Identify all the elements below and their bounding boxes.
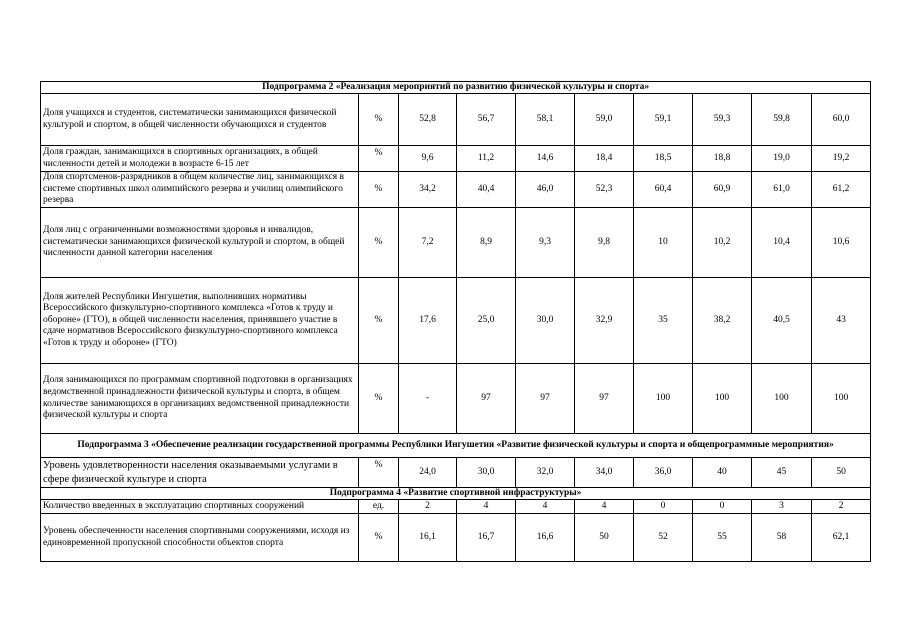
- indicator-value: 40,4: [457, 172, 516, 208]
- indicator-name: Доля учащихся и студентов, систематически занимающихся физической культурой и спортом, в общей численности обучающихся и студентов: [41, 94, 359, 146]
- indicator-value: 97: [457, 364, 516, 434]
- indicator-value: 18,5: [634, 146, 693, 172]
- indicator-value: 60,9: [693, 172, 752, 208]
- table-row: [41, 500, 871, 514]
- indicator-name: Доля жителей Республики Ингушетия, выполнивших нормативы Всероссийского физкультурно-спортивного комплекса «Готов к труду и обороне» (ГТО), в общей численности населения, принявшего участие в сдаче нормативов Всероссийского физкультурно-спортивного комплекса «Готов к труду и обороне» (ГТО): [41, 278, 359, 364]
- subprogram-title: Подпрограмма 2 «Реализация мероприятий по развитию физической культуры и спорта»: [41, 82, 871, 94]
- indicator-value: 58,1: [516, 94, 575, 146]
- indicator-value: 10,2: [693, 208, 752, 278]
- indicator-name: Уровень обеспеченности населения спортивными сооружениями, исходя из единовременной пропускной способности объектов спорта: [41, 514, 359, 562]
- indicator-unit: %: [359, 208, 399, 278]
- indicator-value: 16,1: [399, 514, 457, 562]
- indicator-value: 97: [516, 364, 575, 434]
- indicator-value: 38,2: [693, 278, 752, 364]
- indicators-table: [40, 81, 871, 562]
- indicator-value: 4: [516, 500, 575, 514]
- indicator-value: 2: [812, 500, 871, 514]
- indicator-value: 9,3: [516, 208, 575, 278]
- indicator-value: 10,6: [812, 208, 871, 278]
- table-row: [41, 208, 871, 278]
- indicator-value: 25,0: [457, 278, 516, 364]
- indicator-value: 62,1: [812, 514, 871, 562]
- indicator-value: 43: [812, 278, 871, 364]
- indicator-value: 100: [752, 364, 812, 434]
- indicator-value: -: [399, 364, 457, 434]
- indicator-name: Количество введенных в эксплуатацию спортивных сооружений: [41, 500, 359, 514]
- indicator-value: 19,2: [812, 146, 871, 172]
- subprogram-title: Подпрограмма 4 «Развитие спортивной инфраструктуры»: [41, 488, 871, 500]
- indicator-value: 34,0: [575, 458, 634, 488]
- indicator-value: 24,0: [399, 458, 457, 488]
- indicator-value: 100: [693, 364, 752, 434]
- indicator-value: 36,0: [634, 458, 693, 488]
- indicator-value: 0: [693, 500, 752, 514]
- subprogram-header: [41, 82, 871, 94]
- indicator-unit: %: [359, 514, 399, 562]
- indicator-value: 97: [575, 364, 634, 434]
- indicator-value: 35: [634, 278, 693, 364]
- indicator-unit: %: [359, 364, 399, 434]
- table-row: [41, 458, 871, 488]
- indicator-name: Доля граждан, занимающихся в спортивных организациях, в общей численности детей и молодежи в возрасте 6-15 лет: [41, 146, 359, 172]
- table-row: [41, 514, 871, 562]
- indicator-value: 52,8: [399, 94, 457, 146]
- indicator-value: 61,0: [752, 172, 812, 208]
- indicator-value: 59,0: [575, 94, 634, 146]
- indicator-value: 11,2: [457, 146, 516, 172]
- indicator-value: 34,2: [399, 172, 457, 208]
- subprogram-header: [41, 488, 871, 500]
- indicator-value: 2: [399, 500, 457, 514]
- indicator-name: Доля занимающихся по программам спортивной подготовки в организациях ведомственной принадлежности физической культуры и спорта, в общем количестве занимающихся в организациях ведомственной принадлежности физической культуры и спорта: [41, 364, 359, 434]
- indicator-value: 17,6: [399, 278, 457, 364]
- indicator-value: 10: [634, 208, 693, 278]
- indicator-unit: %: [359, 146, 399, 172]
- subprogram-title: Подпрограмма 3 «Обеспечение реализации государственной программы Республики Ингушетия «Развитие физической культуры и спорта и общепрограммные мероприятия»: [41, 434, 871, 458]
- indicator-value: 55: [693, 514, 752, 562]
- indicator-value: 19,0: [752, 146, 812, 172]
- indicator-value: 46,0: [516, 172, 575, 208]
- indicator-value: 7,2: [399, 208, 457, 278]
- indicator-value: 50: [812, 458, 871, 488]
- indicator-value: 40: [693, 458, 752, 488]
- indicator-value: 100: [812, 364, 871, 434]
- indicator-value: 16,7: [457, 514, 516, 562]
- table-row: [41, 94, 871, 146]
- indicator-value: 50: [575, 514, 634, 562]
- indicator-value: 32,9: [575, 278, 634, 364]
- indicator-value: 58: [752, 514, 812, 562]
- indicator-unit: %: [359, 278, 399, 364]
- indicator-value: 52: [634, 514, 693, 562]
- indicator-value: 59,3: [693, 94, 752, 146]
- indicator-value: 18,4: [575, 146, 634, 172]
- indicator-value: 61,2: [812, 172, 871, 208]
- indicator-value: 30,0: [457, 458, 516, 488]
- indicator-value: 52,3: [575, 172, 634, 208]
- indicator-value: 3: [752, 500, 812, 514]
- indicator-value: 4: [457, 500, 516, 514]
- subprogram-header: [41, 434, 871, 458]
- indicator-value: 100: [634, 364, 693, 434]
- table-row: [41, 146, 871, 172]
- indicator-value: 32,0: [516, 458, 575, 488]
- indicator-value: 0: [634, 500, 693, 514]
- table-row: [41, 172, 871, 208]
- indicator-value: 10,4: [752, 208, 812, 278]
- indicator-value: 59,8: [752, 94, 812, 146]
- indicator-unit: %: [359, 94, 399, 146]
- table-row: [41, 278, 871, 364]
- indicator-value: 4: [575, 500, 634, 514]
- indicator-unit: ед.: [359, 500, 399, 514]
- indicator-name: Доля спортсменов-разрядников в общем количестве лиц, занимающихся в системе спортивных школ олимпийского резерва и училищ олимпийского резерва: [41, 172, 359, 208]
- indicator-name: Уровень удовлетворенности населения оказываемыми услугами в сфере физической культуре и спорта: [41, 458, 359, 488]
- indicator-value: 60,4: [634, 172, 693, 208]
- indicator-unit: %: [359, 172, 399, 208]
- indicator-value: 14,6: [516, 146, 575, 172]
- indicator-unit: %: [359, 458, 399, 488]
- indicator-value: 8,9: [457, 208, 516, 278]
- table-row: [41, 364, 871, 434]
- indicator-value: 9,6: [399, 146, 457, 172]
- indicator-value: 59,1: [634, 94, 693, 146]
- indicator-value: 40,5: [752, 278, 812, 364]
- indicator-value: 16,6: [516, 514, 575, 562]
- indicator-value: 9,8: [575, 208, 634, 278]
- indicator-value: 18,8: [693, 146, 752, 172]
- indicator-value: 56,7: [457, 94, 516, 146]
- indicator-value: 60,0: [812, 94, 871, 146]
- indicator-name: Доля лиц с ограниченными возможностями здоровья и инвалидов, систематически занимающихся физической культурой и спортом, в общей численности данной категории населения: [41, 208, 359, 278]
- indicator-value: 30,0: [516, 278, 575, 364]
- indicator-value: 45: [752, 458, 812, 488]
